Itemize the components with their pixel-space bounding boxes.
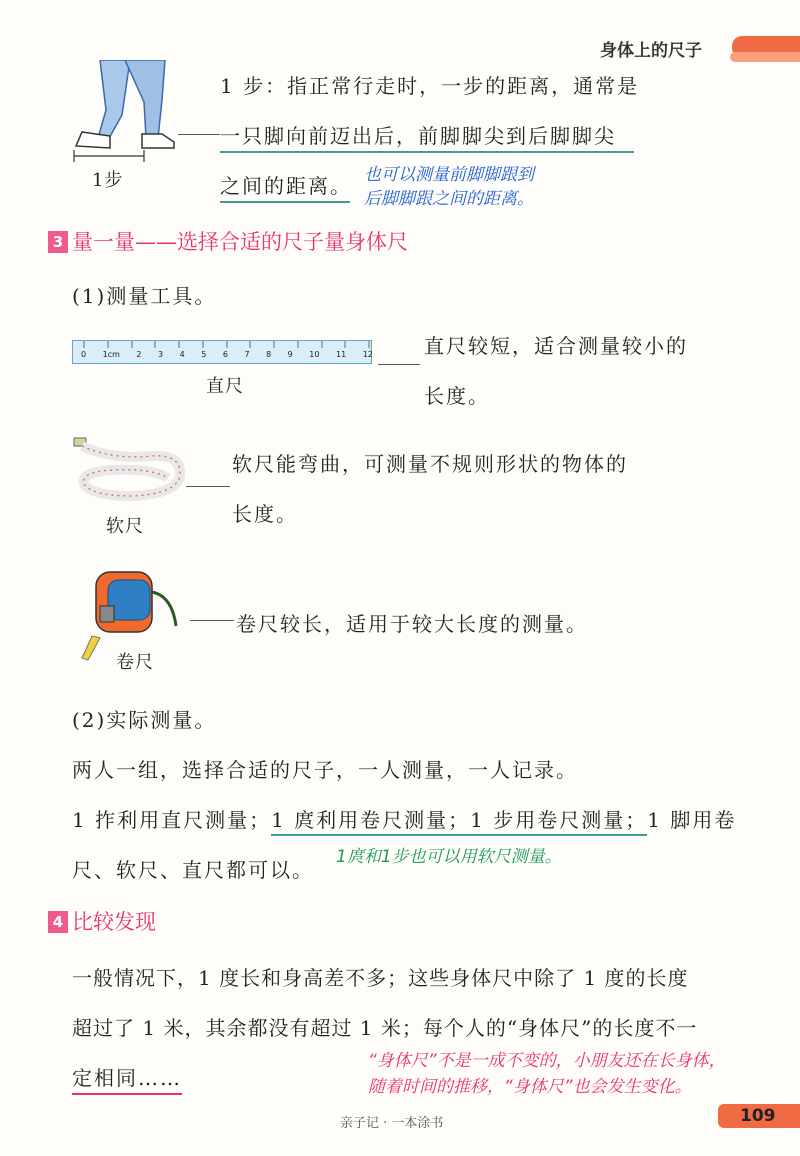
- section4-line3: 定相同……: [72, 1062, 182, 1095]
- section3-paragraph2-line2: 尺、软尺、直尺都可以。: [72, 858, 314, 882]
- ruler-illustration: [72, 340, 372, 364]
- ruler-tick-label: 3: [158, 350, 164, 359]
- ruler-tick-label: 9: [287, 350, 293, 359]
- soft-tape-connector: [186, 486, 230, 487]
- page-number-tab: [718, 1104, 800, 1128]
- p2-part-a: 1 拃利用直尺测量；: [72, 808, 272, 832]
- tape-measure-label: 卷尺: [116, 652, 154, 673]
- section3-number: 3: [48, 231, 68, 253]
- ruler-tick-label: 6: [222, 350, 228, 359]
- ruler-tick-label: 0: [81, 350, 87, 359]
- step-text-line3: 之间的距离。: [220, 170, 350, 203]
- footer-center: 亲子记 · 一本涂书: [340, 1116, 444, 1131]
- ruler-tick-label: 5: [201, 350, 207, 359]
- ruler-label: 直尺: [206, 376, 244, 397]
- tape-measure-connector: [190, 620, 234, 621]
- ruler-connector: [378, 364, 420, 365]
- ruler-tick-label: 11: [335, 350, 347, 359]
- section3-handwritten-note: 1庹和1步也可以用软尺测量。: [336, 847, 562, 867]
- step-note-line1: 也可以测量前脚脚跟到: [364, 165, 534, 185]
- ruler-tick-label: 10: [309, 350, 320, 359]
- section3-sub2: (2)实际测量。: [72, 708, 217, 732]
- step-text-line1: 1 步：指正常行走时，一步的距离，通常是: [220, 74, 640, 98]
- ruler-desc-line1: 直尺较短，适合测量较小的: [424, 334, 688, 358]
- section4-note-line1: “身体尺”不是一成不变的，小朋友还在长身体，: [368, 1051, 726, 1071]
- section4-heading: [48, 906, 156, 936]
- ruler-tick-label: 8: [266, 350, 272, 359]
- walking-legs-illustration: [70, 60, 190, 170]
- p2-part-b: 1 庹利用卷尺测量；1 步用卷尺测量；: [271, 808, 647, 836]
- section4-note-line2: 随着时间的推移，“身体尺”也会发生变化。: [368, 1077, 692, 1097]
- soft-tape-desc-line1: 软尺能弯曲，可测量不规则形状的物体的: [232, 452, 628, 476]
- section3-sub1: (1)测量工具。: [72, 284, 217, 308]
- step-connector: [178, 134, 220, 135]
- ruler-tick-label: 12: [362, 350, 373, 359]
- section4-title: 比较发现: [72, 910, 156, 934]
- section4-line2: 超过了 1 米，其余都没有超过 1 米；每个人的“身体尺”的长度不一: [72, 1016, 698, 1040]
- soft-tape-desc-line2: 长度。: [232, 502, 298, 526]
- header-tab-shade: [730, 52, 800, 62]
- p2-part-c: 1 脚用卷: [647, 808, 737, 832]
- ruler-tick-label: 1cm: [102, 350, 120, 359]
- page-header: [600, 36, 702, 61]
- section4-number: 4: [48, 911, 68, 933]
- step-text-line2: 一只脚向前迈出后，前脚脚尖到后脚脚尖: [220, 120, 634, 153]
- step-label: 1步: [92, 170, 124, 191]
- section4-line1: 一般情况下，1 度长和身高差不多；这些身体尺中除了 1 度的长度: [72, 966, 689, 990]
- ruler-desc-line2: 长度。: [424, 384, 490, 408]
- section3-title: 量一量——选择合适的尺子量身体尺: [72, 230, 408, 254]
- section3-paragraph2: [72, 804, 736, 833]
- ruler-tick-label: 2: [136, 350, 142, 359]
- soft-tape-label: 软尺: [106, 516, 144, 537]
- ruler-numbers: [81, 350, 373, 359]
- tape-measure-desc: 卷尺较长，适用于较大长度的测量。: [236, 612, 588, 636]
- section3-heading: [48, 226, 408, 256]
- step-note-line2: 后脚脚跟之间的距离。: [364, 189, 534, 209]
- ruler-tick-label: 4: [179, 350, 185, 359]
- header-title: 身体上的尺子: [600, 41, 702, 61]
- page-number: 109: [740, 1106, 776, 1126]
- soft-tape-illustration: [72, 436, 188, 506]
- section3-paragraph1: 两人一组，选择合适的尺子，一人测量，一人记录。: [72, 758, 578, 782]
- ruler-tick-label: 7: [244, 350, 250, 359]
